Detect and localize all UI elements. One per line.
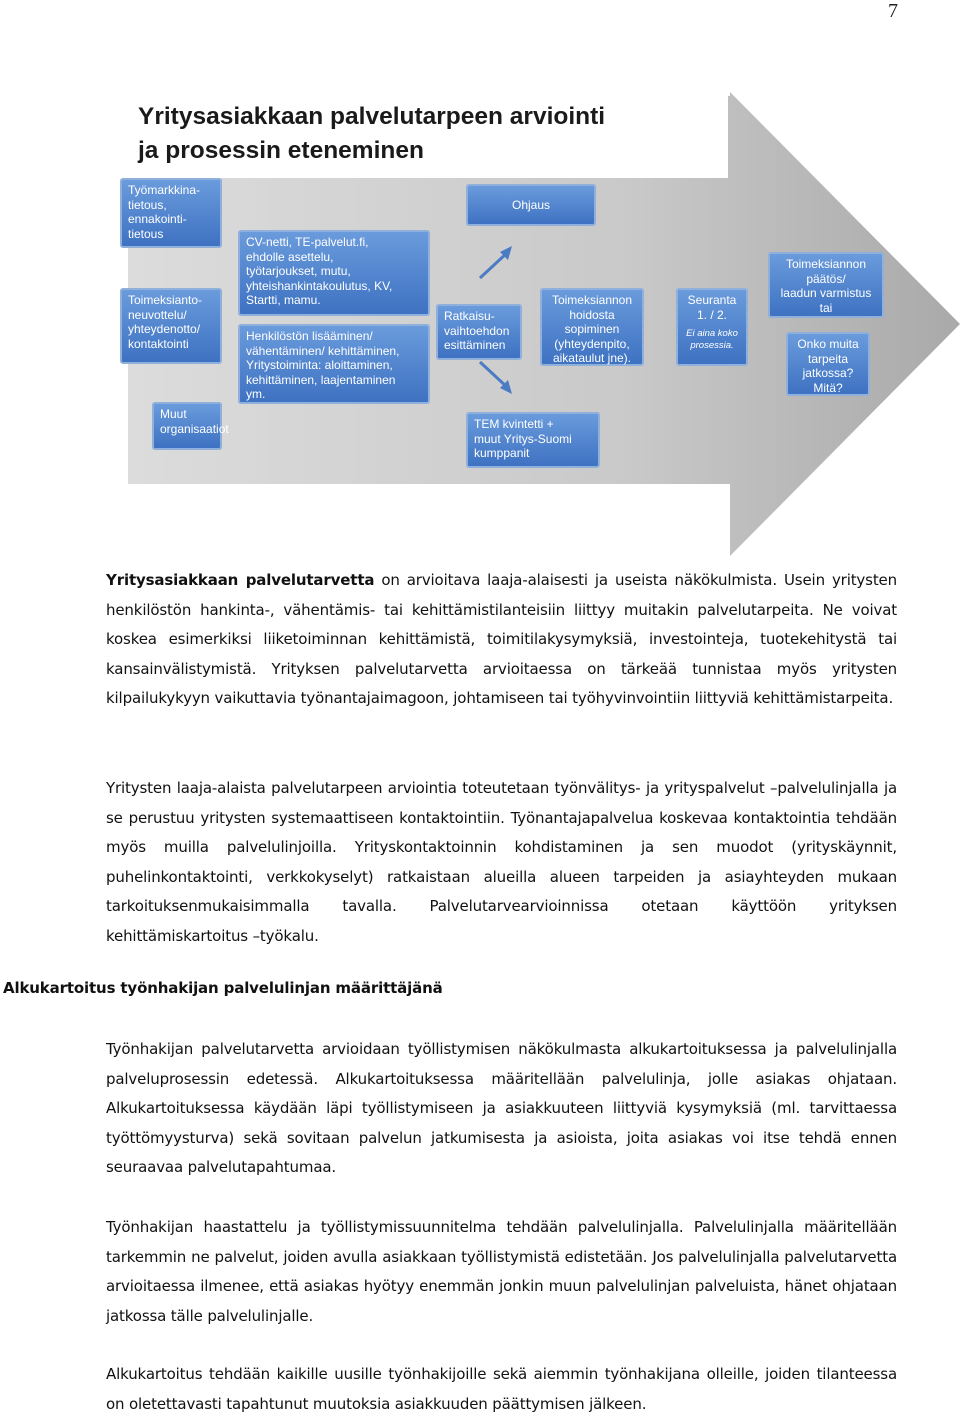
paragraph-interview: Työnhakijan haastattelu ja työllistymissuunnitelma tehdään palvelulinjalla. Palvelulinjalla määritellään tarkemmin ne palvelut, joiden avulla asiakkaan työllistymistä edistetään. Jos palvelulinjalla palvelutarvetta arvioitaessa ilmenee, että asiakas hyötyy enemmän jonkin muun palvelulinjan palveluista, hänet ohjataan jatkossa tälle palvelulinjalle. bbox=[106, 1218, 897, 1325]
box-tem-partners: TEM kvintetti + muut Yritys-Suomi kumppanit bbox=[466, 412, 600, 468]
box-quality-assurance: Toimeksiannon päätös/ laadun varmistus tai bbox=[768, 252, 884, 318]
box-cv-services: CV-netti, TE-palvelut.fi, ehdolle asettelu, työtarjoukset, mutu, yhteishankintakoulutus, KV, Startti, mamu. bbox=[238, 230, 430, 316]
box-staff-development: Henkilöstön lisääminen/ vähentäminen/ kehittäminen, Yritystoiminta: aloittaminen, kehittäminen, laajentaminen ym. bbox=[238, 324, 430, 404]
followup-note: Ei aina koko prosessia. bbox=[686, 328, 738, 351]
diagram-title bbox=[138, 100, 605, 168]
paragraph-body: on arvioitava laaja-alaisesti ja useista näkökulmista. Usein yritysten henkilöstön hankinta-, vähentämis- tai kehittämistilanteisiin liittyy muitakin palvelutarpeita. Ne voivat koskea esimerkiksi liiketoiminnan kehittämistä, toimitilakysymyksiä, investointeja, tuotekehitystä tai kansainvälistymistä. Yrityksen palvelutarvetta arvioitaessa on tärkeää tunnistaa myös yritysten kilpailukykyyn vaikuttavia työnantajaimagoon, johtamiseen tai työhyvinvointiin liittyviä kehittämistarpeita. bbox=[106, 571, 897, 708]
box-followup bbox=[676, 288, 748, 366]
box-solutions: Ratkaisu- vaihtoehdon esittäminen bbox=[436, 304, 522, 360]
paragraph-new-jobseekers: Alkukartoitus tehdään kaikille uusille työnhakijoille sekä aiemmin työnhakijana olleille, joiden tilanteessa on oletettavasti tapahtunut muutoksia asiakkuuden päättymisen jälkeen. bbox=[106, 1365, 897, 1413]
paragraph-company-needs bbox=[106, 566, 897, 714]
box-negotiation: Toimeksianto- neuvottelu/ yhteydenotto/ kontaktointi bbox=[120, 288, 222, 364]
diagram-title-line2: ja prosessin eteneminen bbox=[138, 137, 424, 164]
followup-label: Seuranta 1. / 2. bbox=[687, 293, 737, 322]
box-further-needs: Onko muita tarpeita jatkossa? Mitä? bbox=[786, 332, 870, 396]
process-diagram bbox=[100, 92, 960, 560]
paragraph-lead-bold: Yritysasiakkaan palvelutarvetta bbox=[106, 571, 375, 589]
box-guidance: Ohjaus bbox=[466, 184, 596, 226]
diagram-title-line1: Yritysasiakkaan palvelutarpeen arviointi bbox=[138, 103, 606, 130]
paragraph-initial-assessment: Työnhakijan palvelutarvetta arvioidaan työllistymisen näkökulmasta alkukartoituksessa ja palvelulinjalla palveluprosessin edetessä. Alkukartoituksessa määritellään palvelulinja, jolle asiakas ohjataan. Alkukartoituksessa käydään läpi työllistymiseen ja asiakkuuteen liittyviä kysymyksiä (ml. tarvittaessa työttömyysturva) sekä sovitaan palvelun jatkumisesta ja asioista, joita asiakas voi itse tehdä ennen seuraavaa palvelutapahtumaa. bbox=[106, 1040, 897, 1177]
box-other-organisations: Muut organisaatiot bbox=[152, 402, 222, 450]
box-handling-agreement: Toimeksiannon hoidosta sopiminen (yhteydenpito, aikataulut jne). bbox=[540, 288, 644, 366]
page-number: 7 bbox=[888, 0, 898, 22]
box-market-info: Työmarkkina- tietous, ennakointi- tietous bbox=[120, 178, 222, 248]
section-heading: Alkukartoitus työnhakijan palvelulinjan määrittäjänä bbox=[3, 979, 443, 997]
paragraph-company-contacting: Yritysten laaja-alaista palvelutarpeen arviointia toteutetaan työnvälitys- ja yrityspalvelut –palvelulinjalla ja se perustuu yritysten systemaattiseen kontaktointiin. Työnantajapalvelua koskevaa kontaktointia tehdään myös muilla palvelulinjoilla. Yrityskontaktoinnin kohdistaminen ja sen muodot (yrityskäynnit, puhelinkontaktointi, verkkokyselyt) ratkaistaan alueilla alueen tarpeiden ja asiayhteyden mukaan tarkoituksenmukaisimmalla tavalla. Palvelutarvearvioinnissa otetaan käyttöön yrityksen kehittämiskartoitus –työkalu. bbox=[106, 779, 897, 945]
